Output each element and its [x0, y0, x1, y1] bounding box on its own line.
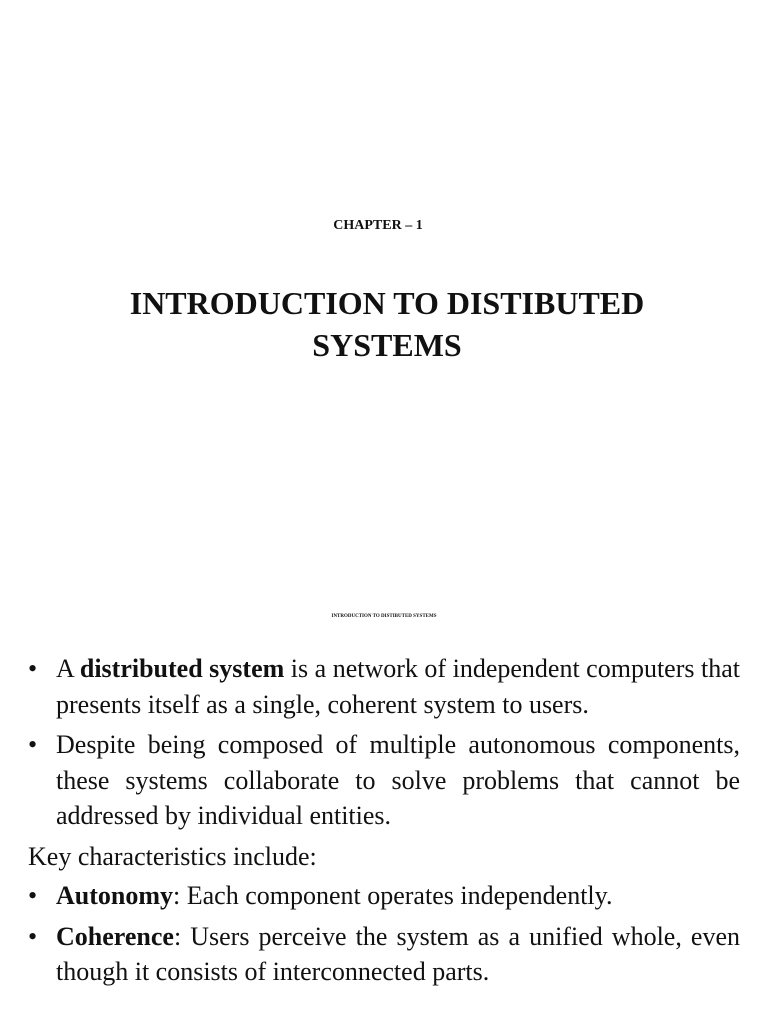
list-item [28, 919, 740, 990]
bullet-icon: • [28, 654, 38, 683]
characteristic-description: : Users perceive the system as a unified whole, even though it consists of interconnected parts. [56, 921, 740, 986]
running-header: INTRODUCTION TO DISTIBUTED SYSTEMS [331, 614, 437, 619]
key-characteristics-intro: Key characteristics include: [28, 841, 317, 871]
chapter-label: CHAPTER – 1 [333, 218, 423, 233]
document-body [28, 651, 740, 995]
key-term: distributed system [79, 654, 285, 683]
characteristic-description: : Each component operates independently. [173, 881, 613, 910]
list-item [28, 727, 740, 834]
bullet-icon: • [28, 730, 38, 759]
characteristics-list [28, 878, 740, 990]
characteristic-term: Autonomy [56, 881, 174, 910]
list-item [28, 651, 740, 722]
bullet-text: Despite being composed of multiple autonomous components, these systems collaborate to solve problems that cannot be addressed by individual entities. [56, 730, 740, 830]
intro-bullet-list [28, 651, 740, 834]
bullet-text: is a network of independent computers that presents itself as a single, coherent system to users. [56, 654, 740, 719]
bullet-icon: • [28, 881, 38, 910]
bullet-icon: • [28, 921, 38, 951]
list-item [28, 878, 740, 914]
page-title: INTRODUCTION TO DISTIBUTED SYSTEMS [129, 285, 645, 363]
bullet-prefix: A [56, 654, 80, 683]
characteristic-term: Coherence [56, 921, 174, 951]
